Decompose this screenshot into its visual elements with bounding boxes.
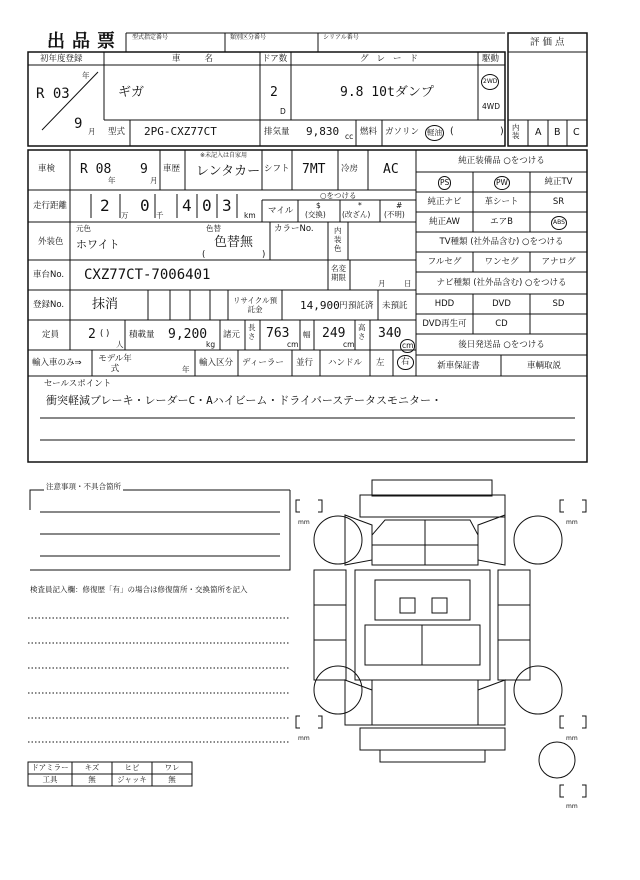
- mm-front-left: mm: [298, 519, 310, 526]
- original-color: ホワイト: [76, 238, 120, 251]
- car-name: ギガ: [118, 85, 145, 100]
- doors-label: ドア数: [262, 54, 288, 64]
- displacement-label: 排気量: [264, 127, 290, 137]
- repaint-paren-close: ): [262, 250, 266, 260]
- recycle-deposited: 預託済: [348, 301, 374, 311]
- car-name-label: 車名: [172, 54, 238, 64]
- genuine-header: 純正装備品 ○をつける: [458, 156, 545, 166]
- model-year-label: モデル年式: [98, 354, 132, 374]
- category-number-label: 類別区分番号: [230, 34, 267, 41]
- recycle-amount: 14,900: [300, 299, 340, 312]
- interior-color-label: 内装色: [334, 226, 342, 253]
- inspector-label: 検査員記入欄：修復歴「有」の場合は修復箇所・交換箇所を記入: [30, 585, 248, 594]
- doors-type: D: [280, 107, 286, 116]
- mileage-opt2-sym: *: [358, 201, 362, 210]
- registration-value: 抹消: [92, 297, 119, 312]
- repaint-value: 色替無: [214, 235, 254, 250]
- handle-right: 右: [397, 355, 414, 370]
- model-year-unit: 年: [182, 365, 190, 374]
- mileage-opt1-sym: $: [316, 201, 321, 210]
- recycle-unit: 円: [339, 301, 348, 311]
- mileage-opt2: (改ざん): [342, 210, 371, 219]
- shaken-year: R 08: [80, 162, 112, 177]
- legend-break: ワレ: [164, 763, 180, 772]
- equip-abs: ABS: [551, 216, 567, 230]
- drive-4wd: 4WD: [482, 102, 500, 111]
- name-change-day: 日: [404, 279, 412, 288]
- cooler-label: 冷房: [341, 164, 359, 174]
- navi-hdd: HDD: [434, 299, 455, 309]
- shaken-year-unit: 年: [108, 176, 116, 185]
- equip-leather: 革シート: [484, 197, 519, 207]
- navi-header: ナビ種類 (社外品含む) ○をつける: [436, 278, 567, 288]
- equip-aw: 純正AW: [429, 217, 460, 227]
- fuel-selected: 軽油: [425, 125, 444, 141]
- capacity-persons: 2: [88, 327, 96, 342]
- mileage-km: km: [244, 211, 256, 220]
- import-parallel: 並行: [296, 358, 314, 368]
- chassis-label: 車台No.: [33, 270, 65, 280]
- serial-number-label: シリアル番号: [323, 34, 359, 41]
- first-reg-label: 初年度登録: [40, 54, 83, 64]
- legend-scratch: キズ: [84, 763, 100, 772]
- mileage-sen: 千: [156, 211, 164, 220]
- width-label: 幅: [303, 330, 311, 339]
- equip-tv: 純正TV: [544, 177, 573, 187]
- mileage-digit-1: 2: [100, 196, 110, 215]
- width-cm: cm: [343, 340, 355, 349]
- mileage-opt1: (交換): [305, 210, 326, 219]
- navi-sd: SD: [552, 299, 565, 309]
- repaint-label: 色替: [206, 224, 221, 233]
- repaint-paren-open: (: [202, 250, 206, 260]
- form-title: 出品票: [47, 31, 122, 52]
- mileage-digit-5: 3: [222, 196, 232, 215]
- mileage-opt3-sym: #: [396, 201, 403, 210]
- cc-unit: cc: [345, 132, 354, 141]
- interior-grade-b: B: [554, 127, 561, 138]
- length-cm: cm: [287, 340, 299, 349]
- first-reg-month: 9: [74, 116, 83, 132]
- notes-label: 注意事項・不具合箇所: [46, 482, 121, 491]
- mm-spare: mm: [566, 803, 578, 810]
- navi-cd: CD: [495, 319, 508, 329]
- equip-sr: SR: [552, 197, 565, 207]
- mileage-label: 走行距離: [33, 201, 68, 211]
- sales-point-text: 衝突軽減ブレーキ・レーダーC・Aハイビーム・ドライバーステータスモニター・: [46, 394, 443, 407]
- name-change-month: 月: [378, 279, 386, 288]
- name-change-label: 名変期限: [331, 264, 346, 282]
- color-label: 外装色: [38, 237, 64, 247]
- later-header: 後日発送品 ○をつける: [458, 340, 545, 350]
- handle-left: 左: [376, 358, 385, 368]
- mm-rear-left: mm: [298, 735, 310, 742]
- model-value: 2PG-CXZ77CT: [144, 125, 217, 138]
- legend-tools: 工具: [42, 775, 58, 784]
- type-designation-label: 型式指定番号: [132, 34, 169, 41]
- legend-tools-value: 無: [88, 775, 96, 784]
- import-only-label: 輸入車のみ⇒: [32, 358, 82, 368]
- capacity-paren: ( ): [100, 329, 110, 339]
- load-value: 9,200: [168, 327, 208, 342]
- navi-dvd-play: DVD再生可: [422, 319, 467, 329]
- width-value: 249: [322, 326, 346, 341]
- equip-ps: PS: [438, 176, 451, 190]
- chassis-number: CXZ77CT-7006401: [84, 267, 211, 283]
- import-class-label: 輸入区分: [199, 358, 234, 368]
- recycle-not-deposited: 未預託: [382, 301, 408, 311]
- dims-label: 諸元: [223, 330, 241, 340]
- drive-label: 駆動: [482, 54, 500, 64]
- load-kg: kg: [206, 340, 216, 349]
- shaken-month-unit: 月: [150, 176, 158, 185]
- import-dealer: ディーラー: [242, 358, 284, 368]
- equip-airbag: エアB: [490, 217, 513, 227]
- grade-label: グレード: [360, 54, 427, 64]
- length-label: 長さ: [248, 323, 256, 341]
- height-value: 340: [378, 326, 402, 341]
- history-value: レンタカー: [196, 164, 261, 179]
- load-label: 積載量: [129, 330, 155, 340]
- equip-pw: PW: [494, 176, 510, 190]
- fuel-label: 燃料: [360, 127, 378, 137]
- mm-front-right: mm: [566, 519, 578, 526]
- legend-mirror: ドアミラー: [31, 763, 69, 772]
- color-no-label: カラーNo.: [274, 224, 314, 234]
- drive-2wd: 2WD: [481, 74, 499, 90]
- mileage-digit-3: 4: [182, 196, 192, 215]
- grade-value: 9.8 10tダンプ: [340, 85, 434, 100]
- legend-crack: ヒビ: [124, 763, 140, 772]
- original-color-label: 元色: [76, 224, 91, 233]
- fuel-gasoline: ガソリン: [385, 127, 420, 137]
- height-label: 高さ: [358, 323, 366, 341]
- recycle-label: リサイクル預託金: [233, 296, 277, 314]
- first-reg-year: R 03: [36, 86, 70, 102]
- registration-label: 登録No.: [33, 300, 65, 310]
- navi-dvd: DVD: [492, 299, 511, 309]
- fuel-other-close: ): [500, 126, 504, 137]
- mileage-note: ○をつける: [320, 191, 357, 200]
- mileage-digit-2: 0: [140, 196, 150, 215]
- fuel-other-open: (: [450, 126, 454, 137]
- equip-navi: 純正ナビ: [427, 197, 462, 207]
- legend-jack: ジャッキ: [117, 775, 147, 784]
- mm-rear-right: mm: [566, 735, 578, 742]
- mileage-mile: マイル: [268, 206, 294, 216]
- sales-point-label: セールスポイント: [44, 379, 112, 389]
- month-unit: 月: [88, 127, 96, 136]
- displacement-value: 9,830: [306, 125, 340, 138]
- year-unit: 年: [82, 71, 90, 80]
- model-label: 型式: [108, 127, 126, 137]
- history-note: ※未記入は自家用: [200, 152, 248, 159]
- later-manual: 車輌取説: [526, 361, 561, 371]
- mileage-opt3: (不明): [384, 210, 405, 219]
- interior-grade-a: A: [535, 127, 542, 138]
- shift-value: 7MT: [302, 162, 326, 177]
- capacity-label: 定員: [42, 330, 60, 340]
- handle-label: ハンドル: [328, 358, 363, 368]
- later-warranty: 新車保証書: [437, 361, 480, 371]
- shaken-month: 9: [140, 162, 148, 177]
- tv-fullseg: フルセグ: [427, 257, 462, 267]
- mileage-man: 万: [121, 211, 129, 220]
- tv-header: TV種類 (社外品含む) ○をつける: [439, 237, 564, 247]
- eval-label: 評価点: [530, 37, 568, 48]
- height-cm: cm: [400, 339, 415, 353]
- tv-analog: アナログ: [541, 257, 576, 267]
- legend-jack-value: 無: [168, 775, 176, 784]
- interior-grade-c: C: [573, 127, 580, 138]
- history-label: 車歴: [163, 164, 181, 174]
- tv-oneseg: ワンセグ: [484, 257, 519, 267]
- mileage-digit-4: 0: [202, 196, 212, 215]
- shaken-label: 車検: [38, 164, 56, 174]
- doors-value: 2: [270, 85, 278, 100]
- length-value: 763: [266, 326, 290, 341]
- capacity-person-unit: 人: [116, 340, 124, 349]
- interior-label: 内装: [512, 123, 520, 140]
- cooler-value: AC: [383, 162, 399, 177]
- shift-label: シフト: [264, 164, 290, 174]
